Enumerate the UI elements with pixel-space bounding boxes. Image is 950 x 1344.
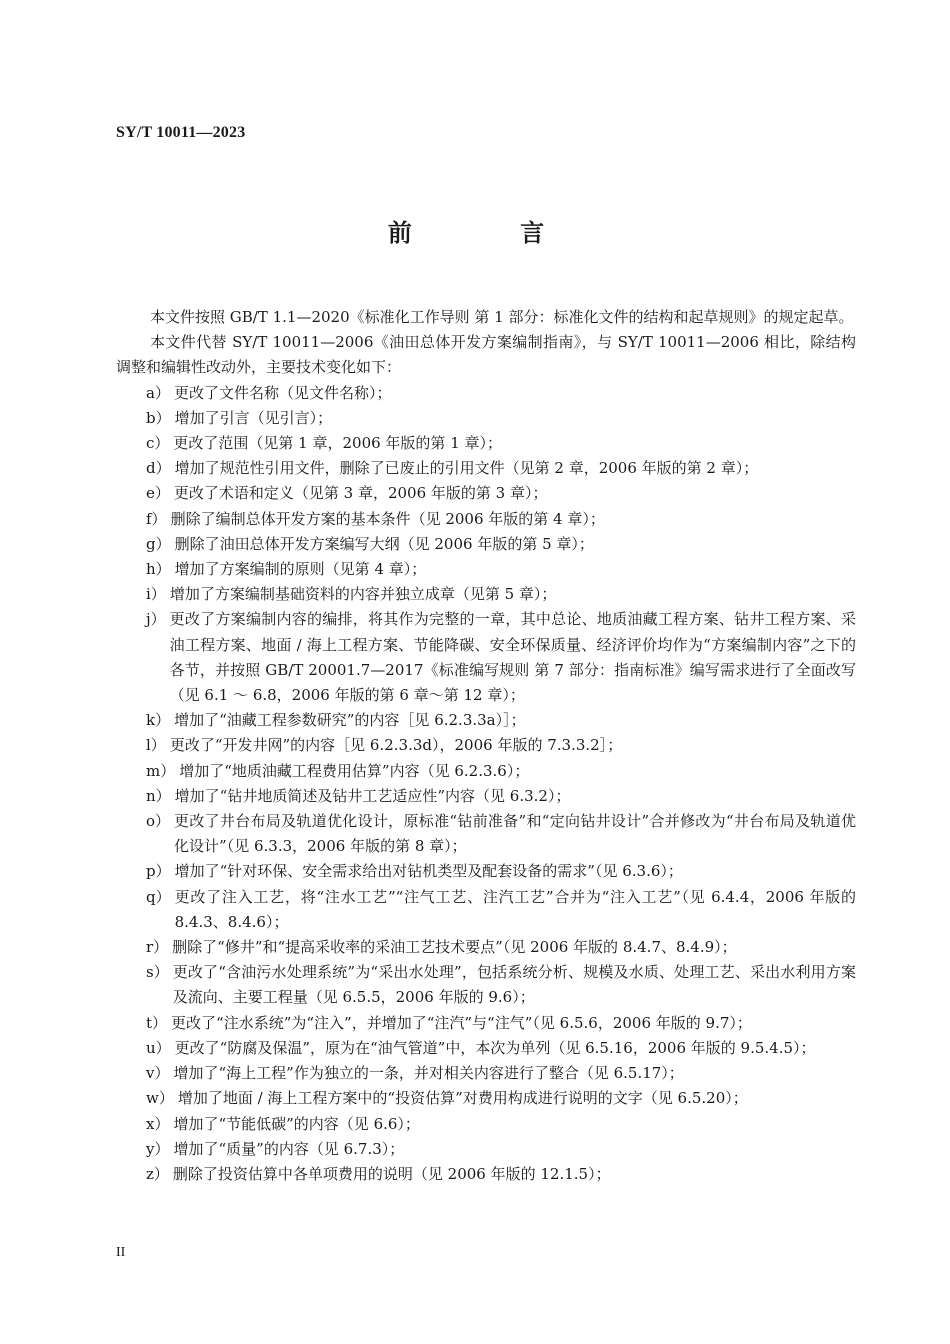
list-item bbox=[116, 935, 856, 960]
list-item bbox=[116, 456, 856, 481]
list-item-text: 更改了方案编制内容的编排，将其作为完整的一章，其中总论、地质油藏工程方案、钻井工程方案、采油工程方案、地面 / 海上工程方案、节能降碳、安全环保质量、经济评价均作为“方案编制内容”之下的各节，并按照 GB/T 20001.7—2017《标准编写规则 第 7 部分：指南标准》编写需求进行了全面改写（见 6.1 ～ 6.8，2006 年版的第 6 章～第 12 章）； bbox=[169, 610, 856, 705]
list-item bbox=[116, 1011, 856, 1036]
list-item-text: 更改了术语和定义（见第 3 章，2006 年版的第 3 章）； bbox=[173, 484, 548, 503]
list-item-marker: y） bbox=[146, 1139, 170, 1158]
list-item bbox=[116, 708, 856, 733]
list-item bbox=[116, 431, 856, 456]
list-item-marker: x） bbox=[146, 1114, 170, 1133]
list-item-text: 更改了注入工艺，将“注水工艺”“注气工艺、注汽工艺”合并为“注入工艺”（见 6.4.4，2006 年版的 8.4.3、8.4.6）； bbox=[174, 887, 856, 931]
list-item-text: 增加了方案编制基础资料的内容并独立成章（见第 5 章）； bbox=[169, 585, 557, 604]
list-item-marker: u） bbox=[146, 1038, 171, 1057]
list-item-text: 增加了“质量”的内容（见 6.7.3）； bbox=[173, 1139, 405, 1158]
list-item-marker: g） bbox=[146, 534, 171, 553]
list-item-text: 增加了“钻井地质简述及钻井工艺适应性”内容（见 6.3.2）； bbox=[174, 786, 571, 805]
list-item-marker: e） bbox=[146, 484, 170, 503]
list-item-marker: z） bbox=[146, 1164, 169, 1183]
list-item-text: 更改了文件名称（见文件名称）； bbox=[173, 383, 392, 402]
list-item bbox=[116, 406, 856, 431]
list-item bbox=[116, 1061, 856, 1086]
list-item-marker: w） bbox=[146, 1089, 174, 1108]
list-item bbox=[116, 784, 856, 809]
list-item bbox=[116, 1162, 856, 1187]
list-item-text: 增加了地面 / 海上工程方案中的“投资估算”对费用构成进行说明的文字（见 6.5.20）； bbox=[177, 1089, 748, 1108]
list-item bbox=[116, 532, 856, 557]
list-item-text: 删除了投资估算中各单项费用的说明（见 2006 年版的 12.1.5）； bbox=[172, 1164, 611, 1183]
list-item bbox=[116, 1137, 856, 1162]
list-item-marker: b） bbox=[146, 408, 171, 427]
list-item-marker: j） bbox=[146, 610, 166, 629]
list-item bbox=[116, 381, 856, 406]
list-item-marker: c） bbox=[146, 434, 170, 453]
list-item bbox=[116, 1112, 856, 1137]
list-item bbox=[116, 1036, 856, 1061]
intro-paragraph-1: 本文件按照 GB/T 1.1—2020《标准化工作导则 第 1 部分：标准化文件的结构和起草规则》的规定起草。 bbox=[150, 308, 854, 326]
standard-code: SY/T 10011—2023 bbox=[116, 124, 246, 141]
list-item-text: 增加了“针对环保、安全需求给出对钻机类型及配套设备的需求”（见 6.3.6）； bbox=[174, 862, 683, 881]
list-item-marker: s） bbox=[146, 963, 169, 982]
list-item bbox=[116, 809, 856, 859]
list-item bbox=[116, 960, 856, 1010]
list-item-text: 更改了井台布局及轨道优化设计，原标准“钻前准备”和“定向钻井设计”合并修改为“井台布局及轨道优化设计”（见 6.3.3，2006 年版的第 8 章）； bbox=[174, 812, 856, 856]
list-item bbox=[116, 859, 856, 884]
list-item bbox=[116, 733, 856, 758]
list-item-text: 增加了“油藏工程参数研究”的内容［见 6.2.3.3a）］； bbox=[174, 711, 526, 730]
list-item bbox=[116, 885, 856, 935]
list-item-marker: r） bbox=[146, 938, 169, 957]
list-item-marker: l） bbox=[146, 736, 166, 755]
list-item-marker: i） bbox=[146, 585, 166, 604]
list-item-text: 增加了“海上工程”作为独立的一条，并对相关内容进行了整合（见 6.5.17）； bbox=[173, 1064, 684, 1083]
list-item-marker: d） bbox=[146, 459, 171, 478]
page-number: II bbox=[116, 1245, 126, 1260]
document-body bbox=[116, 305, 856, 1187]
list-item-text: 更改了“防腐及保温”，原为在“油气管道”中，本次为单列（见 6.5.16，2006 年版的 9.5.4.5）； bbox=[174, 1038, 816, 1057]
list-item bbox=[116, 607, 856, 708]
change-list bbox=[116, 381, 856, 1188]
list-item-text: 增加了方案编制的原则（见第 4 章）； bbox=[174, 560, 427, 579]
list-item-marker: o） bbox=[146, 812, 171, 831]
list-item bbox=[116, 481, 856, 506]
list-item-text: 更改了范围（见第 1 章，2006 年版的第 1 章）； bbox=[173, 434, 503, 453]
list-item-marker: m） bbox=[146, 761, 176, 780]
list-item-text: 增加了引言（见引言）； bbox=[174, 408, 333, 427]
list-item-marker: v） bbox=[146, 1064, 170, 1083]
list-item-text: 删除了“修井”和“提高采收率的采油工艺技术要点”（见 2006 年版的 8.4.7、8.4.9）； bbox=[172, 938, 737, 957]
list-item bbox=[116, 582, 856, 607]
list-item-marker: t） bbox=[146, 1013, 168, 1032]
list-item bbox=[116, 507, 856, 532]
list-item-text: 更改了“含油污水处理系统”为“采出水处理”，包括系统分析、规模及水质、处理工艺、采出水利用方案及流向、主要工程量（见 6.5.5，2006 年版的 9.6）； bbox=[172, 963, 856, 1007]
list-item bbox=[116, 759, 856, 784]
list-item-marker: n） bbox=[146, 786, 171, 805]
list-item-text: 更改了“注水系统”为“注入”，并增加了“注汽”与“注气”（见 6.5.6，2006 年版的 9.7）； bbox=[171, 1013, 752, 1032]
intro-paragraph-2: 本文件代替 SY/T 10011—2006《油田总体开发方案编制指南》，与 SY/T 10011—2006 相比，除结构调整和编辑性改动外，主要技术变化如下： bbox=[116, 333, 856, 377]
list-item-text: 删除了油田总体开发方案编写大纲（见 2006 年版的第 5 章）； bbox=[174, 534, 594, 553]
list-item-marker: h） bbox=[146, 560, 171, 579]
list-item-text: 更改了“开发井网”的内容［见 6.2.3.3d），2006 年版的 7.3.3.2］； bbox=[169, 736, 623, 755]
list-item-marker: p） bbox=[146, 862, 171, 881]
list-item-text: 增加了规范性引用文件，删除了已废止的引用文件（见第 2 章，2006 年版的第 2 章）； bbox=[174, 459, 759, 478]
list-item-marker: a） bbox=[146, 383, 170, 402]
list-item-marker: k） bbox=[146, 711, 171, 730]
list-item-marker: f） bbox=[146, 509, 167, 528]
list-item bbox=[116, 1086, 856, 1111]
page-title: 前 言 bbox=[387, 219, 595, 247]
list-item bbox=[116, 557, 856, 582]
list-item-text: 增加了“节能低碳”的内容（见 6.6）； bbox=[173, 1114, 420, 1133]
list-item-marker: q） bbox=[146, 887, 171, 906]
list-item-text: 删除了编制总体开发方案的基本条件（见 2006 年版的第 4 章）； bbox=[170, 509, 605, 528]
list-item-text: 增加了“地质油藏工程费用估算”内容（见 6.2.3.6）； bbox=[179, 761, 530, 780]
